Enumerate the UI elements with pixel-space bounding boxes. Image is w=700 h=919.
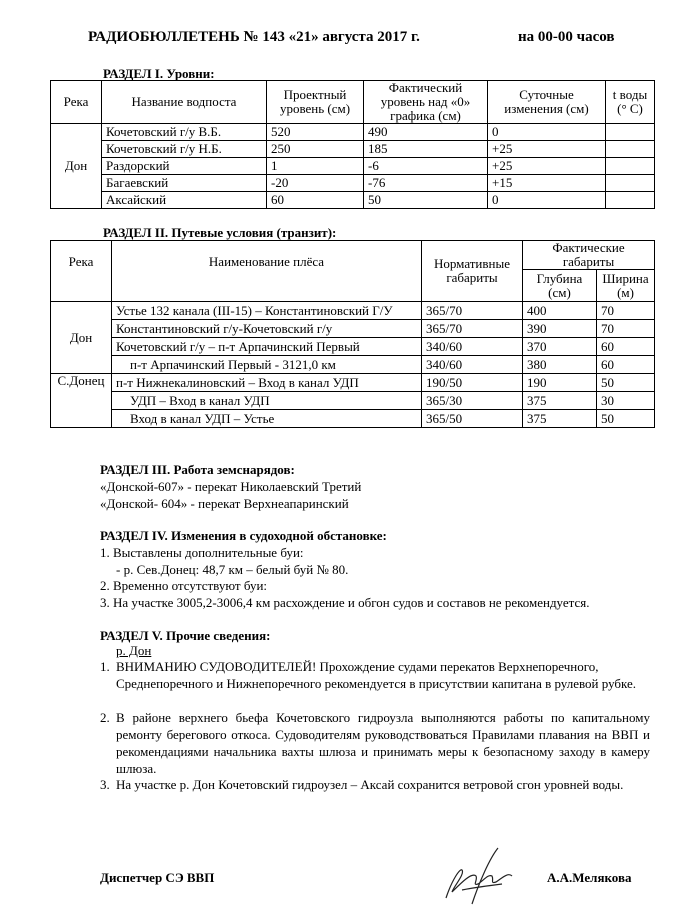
- buoy-detail-line: - р. Сев.Донец: 48,7 км – белый буй № 80.: [116, 562, 349, 577]
- notice-number: 3.: [100, 777, 110, 792]
- station-cell: Кочетовский г/у Н.Б.: [102, 141, 267, 158]
- bulletin-header: [88, 29, 615, 46]
- depth-cell: 370: [523, 338, 597, 356]
- daily-change-cell: +25: [488, 158, 606, 175]
- buoys-added-line: 1. Выставлены дополнительные буи:: [100, 545, 304, 560]
- depth-cell: 380: [523, 356, 597, 374]
- design-level-cell: 60: [267, 192, 364, 209]
- width-cell: 30: [597, 392, 655, 410]
- depth-cell: 400: [523, 302, 597, 320]
- table-row: [51, 192, 655, 209]
- col-river: Река: [51, 241, 112, 302]
- reach-cell: Константиновский г/у-Кочетовский г/у: [112, 320, 422, 338]
- bulletin-title: РАДИОБЮЛЛЕТЕНЬ № 143 «21» августа 2017 г.: [88, 29, 420, 45]
- col-design-level: Проектный уровень (см): [267, 81, 364, 124]
- depth-cell: 375: [523, 410, 597, 428]
- table-row: [51, 410, 655, 428]
- design-level-cell: 520: [267, 124, 364, 141]
- notice-number: 1.: [100, 659, 110, 674]
- signature-icon: [432, 840, 527, 910]
- reach-cell: УДП – Вход в канал УДП: [112, 392, 422, 410]
- daily-change-cell: +25: [488, 141, 606, 158]
- daily-change-cell: 0: [488, 192, 606, 209]
- normative-cell: 340/60: [422, 356, 523, 374]
- table-row: [51, 158, 655, 175]
- col-river: Река: [51, 81, 102, 124]
- notice-text: В районе верхнего бьефа Кочетовского гидроузла выполняются работы по капитальному ремонту берегового откоса. Судоводителям руководствоваться Правилами плавания на ВВП и рекомендациями начальника вахты шлюза и принимать меры к безопасному заходу в камеру шлюза.: [116, 710, 650, 776]
- water-temp-cell: [606, 158, 655, 175]
- col-water-temp: t воды (° С): [606, 81, 655, 124]
- normative-cell: 365/30: [422, 392, 523, 410]
- water-temp-cell: [606, 124, 655, 141]
- levels-table: [50, 80, 655, 209]
- design-level-cell: 1: [267, 158, 364, 175]
- table-row: [51, 320, 655, 338]
- levels-header-row: [51, 81, 655, 124]
- transit-table: [50, 240, 655, 428]
- col-width: Ширина (м): [597, 270, 655, 302]
- section1-title: РАЗДЕЛ I. Уровни:: [103, 66, 215, 81]
- table-row: [51, 374, 655, 392]
- notice-number: 2.: [100, 710, 110, 725]
- depth-cell: 375: [523, 392, 597, 410]
- normative-cell: 365/70: [422, 302, 523, 320]
- station-cell: Кочетовский г/у В.Б.: [102, 124, 267, 141]
- section4-title: РАЗДЕЛ IV. Изменения в судоходной обстановке:: [100, 528, 387, 543]
- station-cell: Багаевский: [102, 175, 267, 192]
- river-cell: С.Донец: [51, 374, 112, 428]
- width-cell: 70: [597, 320, 655, 338]
- design-level-cell: -20: [267, 175, 364, 192]
- table-row: [51, 302, 655, 320]
- notice-text: ВНИМАНИЮ СУДОВОДИТЕЛЕЙ! Прохождение судами перекатов Верхнепоречного,: [116, 659, 599, 674]
- river-name: р. Дон: [116, 643, 152, 658]
- col-station: Название водпоста: [102, 81, 267, 124]
- actual-level-cell: 185: [364, 141, 488, 158]
- notice-text: На участке р. Дон Кочетовский гидроузел – Аксай сохранится ветровой сгон уровней воды.: [116, 777, 624, 792]
- table-row: [51, 338, 655, 356]
- normative-cell: 190/50: [422, 374, 523, 392]
- normative-cell: 365/70: [422, 320, 523, 338]
- water-temp-cell: [606, 192, 655, 209]
- dredger-line: «Донской- 604» - перекат Верхнеапаринский: [100, 496, 349, 511]
- water-temp-cell: [606, 175, 655, 192]
- width-cell: 60: [597, 338, 655, 356]
- width-cell: 50: [597, 410, 655, 428]
- station-cell: Раздорский: [102, 158, 267, 175]
- col-normative: Нормативные габариты: [422, 241, 523, 302]
- depth-cell: 390: [523, 320, 597, 338]
- section3-title: РАЗДЕЛ III. Работа земснарядов:: [100, 462, 295, 477]
- reach-cell: Устье 132 канала (III-15) – Константиновский Г/У: [112, 302, 422, 320]
- daily-change-cell: 0: [488, 124, 606, 141]
- section5-title: РАЗДЕЛ V. Прочие сведения:: [100, 628, 271, 643]
- buoys-missing-line: 2. Временно отсутствуют буи:: [100, 578, 268, 593]
- actual-level-cell: 490: [364, 124, 488, 141]
- transit-header-row: [51, 241, 655, 270]
- width-cell: 70: [597, 302, 655, 320]
- table-row: [51, 175, 655, 192]
- river-cell: Дон: [51, 302, 112, 374]
- table-row: [51, 141, 655, 158]
- col-depth: Глубина (см): [523, 270, 597, 302]
- dredger-line: «Донской-607» - перекат Николаевский Третий: [100, 479, 362, 494]
- daily-change-cell: +15: [488, 175, 606, 192]
- width-cell: 60: [597, 356, 655, 374]
- station-cell: Аксайский: [102, 192, 267, 209]
- col-actual-level: Фактический уровень над «0» графика (см): [364, 81, 488, 124]
- section2-title: РАЗДЕЛ II. Путевые условия (транзит):: [103, 225, 337, 240]
- reach-cell: Кочетовский г/у – п-т Арпачинский Первый: [112, 338, 422, 356]
- river-cell: Дон: [51, 124, 102, 209]
- reach-cell: п-т Арпачинский Первый - 3121,0 км: [112, 356, 422, 374]
- table-row: [51, 392, 655, 410]
- signatory-name: А.А.Мелякова: [547, 870, 632, 885]
- col-actual: Фактические габариты: [523, 241, 655, 270]
- dispatcher-label: Диспетчер СЭ ВВП: [100, 870, 215, 885]
- normative-cell: 340/60: [422, 338, 523, 356]
- design-level-cell: 250: [267, 141, 364, 158]
- reach-cell: п-т Нижнекалиновский – Вход в канал УДП: [112, 374, 422, 392]
- col-reach: Наименование плёса: [112, 241, 422, 302]
- actual-level-cell: -6: [364, 158, 488, 175]
- passing-restriction-line: 3. На участке 3005,2-3006,4 км расхождение и обгон судов и составов не рекомендуется.: [100, 595, 590, 610]
- actual-level-cell: 50: [364, 192, 488, 209]
- bulletin-time: на 00-00 часов: [518, 29, 615, 45]
- table-row: [51, 356, 655, 374]
- reach-cell: Вход в канал УДП – Устье: [112, 410, 422, 428]
- depth-cell: 190: [523, 374, 597, 392]
- width-cell: 50: [597, 374, 655, 392]
- table-row: [51, 124, 655, 141]
- normative-cell: 365/50: [422, 410, 523, 428]
- water-temp-cell: [606, 141, 655, 158]
- col-daily-change: Суточные изменения (см): [488, 81, 606, 124]
- notice-text-continued: Среднепоречного и Нижнепоречного рекомендуется в присутствии капитана в рулевой рубке.: [116, 676, 637, 691]
- actual-level-cell: -76: [364, 175, 488, 192]
